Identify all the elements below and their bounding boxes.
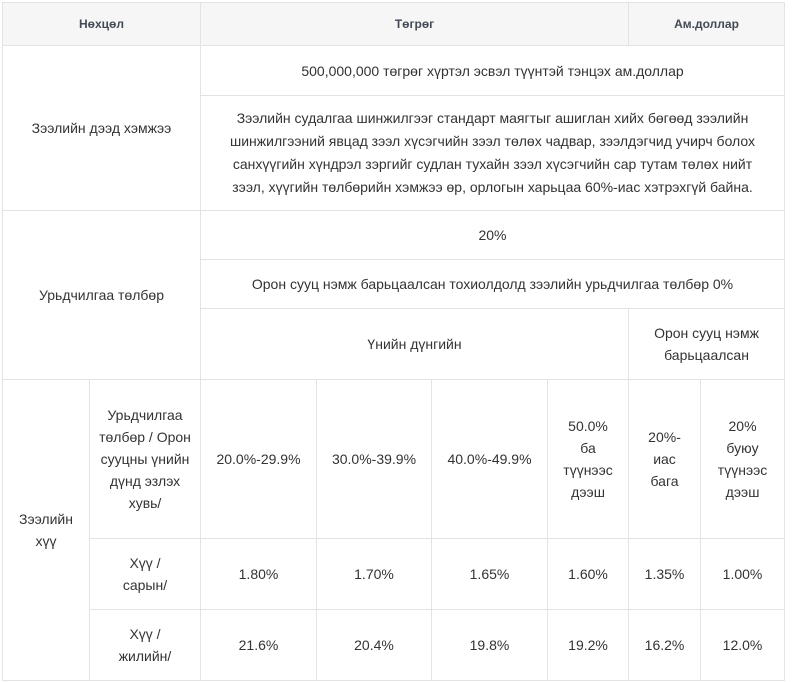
monthly-rate: 1.60% xyxy=(548,539,629,610)
down-payment-row xyxy=(3,211,785,260)
annual-rate: 19.8% xyxy=(432,610,548,681)
header-mnt: Төгрөг xyxy=(201,3,629,46)
monthly-row xyxy=(3,539,785,610)
ratio-cell: 20%-иас бага xyxy=(629,380,701,539)
group-price: Үнийн дүнгийн xyxy=(201,309,629,380)
loan-conditions-table xyxy=(2,2,785,681)
annual-rate: 19.2% xyxy=(548,610,629,681)
monthly-rate: 1.35% xyxy=(629,539,701,610)
max-amount-note: Зээлийн судалгаа шинжилгээг стандарт маягтыг ашиглан хийх бөгөөд зээлийн шинжилгээний явцад зээл хүсэгчийн зээл төлөх чадвар, зээлдэгчид учирч болох санхүүгийн хүндрэл зэргийг судлан тухайн зээл хүсэгчийн сар тутам төлөх нийт зээл, хүүгийн төлбөрийн хэмжээ өр, орлогын харьцаа 60%-иас хэтрэхгүй байна. xyxy=(201,96,785,211)
down-payment-value: 20% xyxy=(201,211,785,260)
header-condition: Нөхцөл xyxy=(3,3,201,46)
annual-label: Хүү / жилийн/ xyxy=(90,610,201,681)
annual-rate: 12.0% xyxy=(701,610,785,681)
ratio-cell: 50.0% ба түүнээс дээш xyxy=(548,380,629,539)
annual-rate: 16.2% xyxy=(629,610,701,681)
max-amount-label: Зээлийн дээд хэмжээ xyxy=(3,46,201,211)
monthly-rate: 1.80% xyxy=(201,539,317,610)
ratio-row xyxy=(3,380,785,539)
down-payment-label: Урьдчилгаа төлбөр xyxy=(3,211,201,380)
annual-rate: 21.6% xyxy=(201,610,317,681)
max-amount-row xyxy=(3,46,785,96)
ratio-cell: 20% буюу түүнээс дээш xyxy=(701,380,785,539)
annual-rate: 20.4% xyxy=(317,610,432,681)
monthly-rate: 1.70% xyxy=(317,539,432,610)
header-row xyxy=(3,3,785,46)
header-usd: Ам.доллар xyxy=(629,3,785,46)
ratio-cell: 20.0%-29.9% xyxy=(201,380,317,539)
ratio-cell: 30.0%-39.9% xyxy=(317,380,432,539)
ratio-cell: 40.0%-49.9% xyxy=(432,380,548,539)
annual-row xyxy=(3,610,785,681)
group-collateral: Орон сууц нэмж барьцаалсан xyxy=(629,309,785,380)
ratio-label: Урьдчилгаа төлбөр / Орон сууцны үнийн дүнд эзлэх хувь/ xyxy=(90,380,201,539)
monthly-rate: 1.00% xyxy=(701,539,785,610)
monthly-label: Хүү / сарын/ xyxy=(90,539,201,610)
max-amount-value: 500,000,000 төгрөг хүртэл эсвэл түүнтэй тэнцэх ам.доллар xyxy=(201,46,785,96)
interest-label: Зээлийн хүү xyxy=(3,380,90,681)
down-payment-note: Орон сууц нэмж барьцаалсан тохиолдолд зээлийн урьдчилгаа төлбөр 0% xyxy=(201,260,785,309)
monthly-rate: 1.65% xyxy=(432,539,548,610)
